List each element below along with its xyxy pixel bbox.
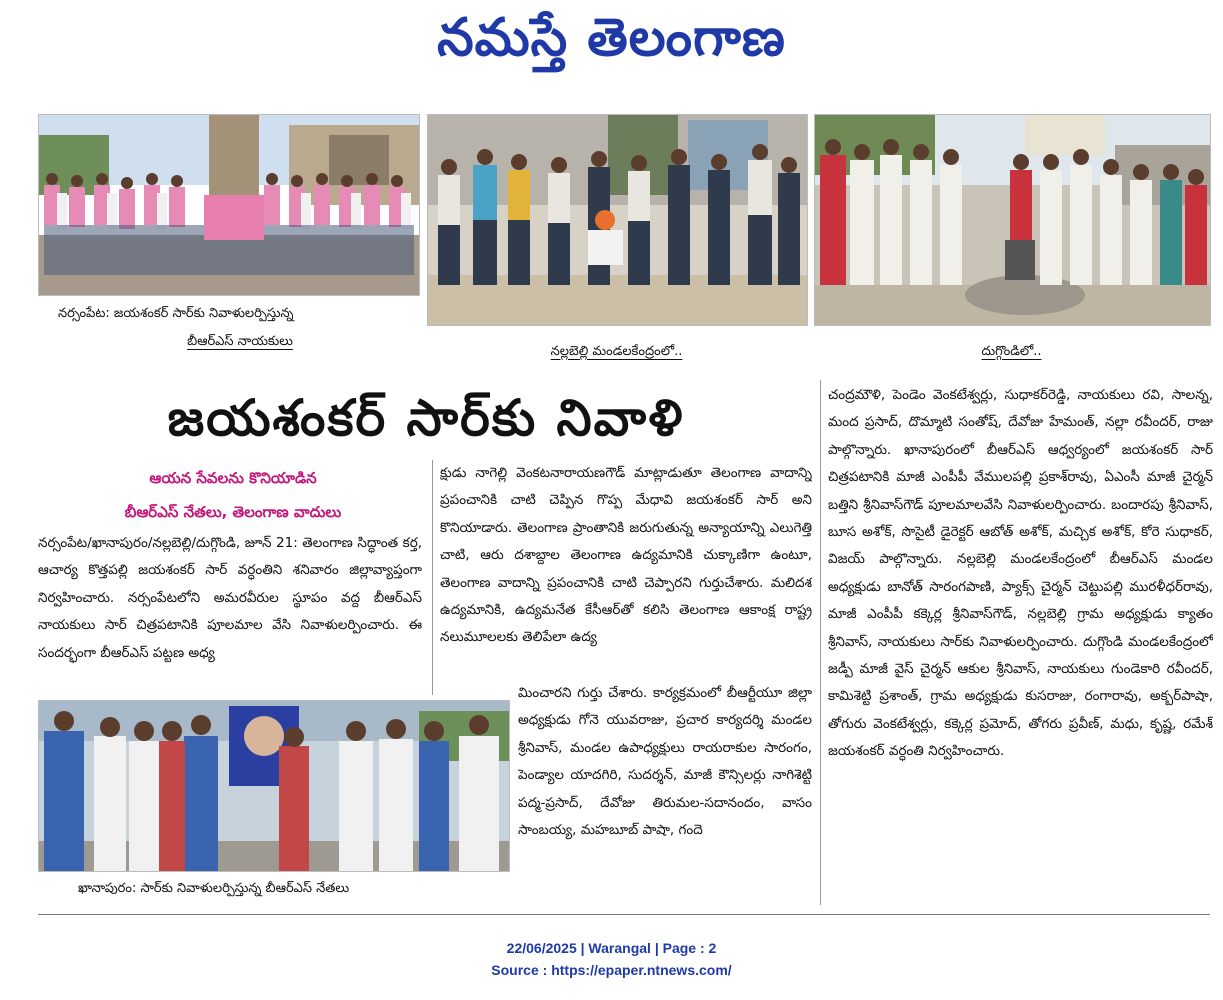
subheadline-line2: బీఆర్ఎస్ నేతలు, తెలంగాణ వాదులు xyxy=(124,503,342,521)
footer-date-edition: 22/06/2025 | Warangal | Page : 2 xyxy=(506,940,717,956)
photo-nallabelli xyxy=(427,114,808,326)
caption-narsampet-line2: బీఆర్ఎస్ నాయకులు xyxy=(187,334,293,349)
article-column-3: చంద్రమౌళి, పెండెం వెంకటేశ్వర్లు, సుధాకర్‌రెడ్డి, నాయకులు రవి, సాలన్న, మంద ప్రసాద్, దొమ్మాటి సంతోష్, దేవోజు హేమంత్, నల్లా రవీందర్, రాజు పాల్గొన్నారు. ఖానాపురంలో బీఆర్ఎస్ ఆధ్వర్యంలో జయశంకర్ సార్ చిత్రపటానికి మాజీ ఎంపీపీ వేములపల్లి ప్రకాశ్‌రావు, ఏఎంసీ మాజీ చైర్మన్ బత్తిని శ్రీనివాస్‌గౌడ్ పూలమాలవేసి నివాళులర్పించారు. బందారపు శ్రీనివాస్, బూస అశోక్, సొసైటీ డైరెక్టర్ ఆబోత్ అశోక్, మచ్చిక అశోక్, కోరె సుధాకర్, విజయ్ పాల్గొన్నారు. నల్లబెల్లి మండలకేంద్రంలో బీఆర్ఎస్ మండల అధ్యక్షుడు బానోత్ సారంగపాణి, ప్యాక్స్ చైర్మన్ చెట్టుపల్లి మురళీధర్‌రావు, మాజీ ఎంపీపీ కక్కెర్ల శ్రీనివాస్‌గౌడ్, నల్లబెల్లి గ్రామ అధ్యక్షుడు క్యాతం శ్రీనివాస్, నాయకులు సార్‌కు నివాళులర్పించారు. దుగ్గొండి మండలకేంద్రంలో జడ్పీ మాజీ వైస్ చైర్మన్ ఆకుల శ్రీనివాస్, నాయకులు గుండెకారి రవీందర్, కామిశెట్టి ప్రశాంత్, గ్రామ అధ్యక్షుడు కుసరాజు, రంగారావు, అక్బర్‌పాషా, తోగురు వెంకటేశ్వర్లు, కక్కెర్ల ప్రమోద్, తోగరు ప్రవీణ్, మధు, కృష్ణ, రమేశ్ జయశంకర్ వర్ధంతి నిర్వహించారు. xyxy=(828,387,1213,760)
footer-source-link[interactable]: Source : https://epaper.ntnews.com/ xyxy=(491,962,732,978)
photo-duggondi xyxy=(814,114,1211,326)
page-bottom-rule xyxy=(38,914,1210,915)
article-column-2-bottom: మించారని గుర్తు చేశారు. కార్యక్రమంలో బీఆర్టీయూ జిల్లా అధ్యక్షుడు గోనె యువరాజు, ప్రచార కార్యదర్శి మండల శ్రీనివాస్, మండల ఉపాధ్యక్షులు రాయరాకుల సారంగం, పెండ్యాల యాదగిరి, సుదర్శన్, మాజీ కౌన్సిలర్లు నాగిశెట్టి పద్మ-ప్రసాద్, దేవోజు తిరుమల-సదానందం, వాసం సాంబయ్య, మహబూబ్ పాషా, గందె xyxy=(518,685,812,839)
caption-khanapuram: ఖానాపురం: సార్‌కు నివాళులర్పిస్తున్న బీఆర్ఎస్ నేతలు xyxy=(78,881,350,896)
caption-duggondi: దుగ్గొండిలో.. xyxy=(981,344,1042,359)
column-divider xyxy=(432,460,433,695)
article-column-1: నర్సంపేట/ఖానాపురం/నల్లబెల్లి/దుగ్గొండి, జూన్ 21: తెలంగాణ సిద్ధాంత కర్త, ఆచార్య కొత్తపల్లి జయశంకర్ సార్ వర్ధంతిని శనివారం జిల్లావ్యాప్తంగా నిర్వహించారు. నర్సంపేటలోని అమరవీరుల స్థూపం వద్ద బీఆర్ఎస్ నాయకులు సార్ చిత్రపటానికి పూలమాల వేసి నివాళులర్పించారు. ఈ సందర్భంగా బీఆర్ఎస్ పట్టణ అధ్య xyxy=(38,535,422,661)
caption-nallabelli: నల్లబెల్లి మండలకేంద్రంలో.. xyxy=(550,344,683,359)
newspaper-masthead: నమస్తే తెలంగాణ xyxy=(437,7,786,68)
photo-khanapuram xyxy=(38,700,510,872)
headline: జయశంకర్ సార్‌కు నివాళి xyxy=(167,389,685,447)
caption-narsampet-line1: నర్సంపేట: జయశంకర్ సార్‌కు నివాళులర్పిస్తున్న xyxy=(58,306,294,321)
photo-narsampet xyxy=(38,114,420,296)
subheadline-line1: ఆయన సేవలను కొనియాడిన xyxy=(149,469,317,487)
article-column-2-top: క్షుడు నాగెల్లి వెంకటనారాయణగౌడ్ మాట్లాడుతూ తెలంగాణ వాదాన్ని ప్రపంచానికి చాటి చెప్పిన గొప్ప మేధావి జయశంకర్ సార్ అని కొనియాడారు. తెలంగాణ ప్రాంతానికి జరుగుతున్న అన్యాయాన్ని ఎలుగెత్తి చాటి, ఆరు దశాబ్దాల తెలంగాణ ఉద్యమానికి చుక్కాణిగా ఉంటూ, తెలంగాణ వాదాన్ని ప్రపంచానికి చాటి చెప్పారని గుర్తుచేశారు. మలిదశ ఉద్యమానికి, ఉద్యమనేత కేసీఆర్‌తో కలిసి తెలంగాణ ఆకాంక్ష రాష్ట్ర నలుమూలలకు తెలిపేలా ఉద్య xyxy=(440,465,812,646)
column-divider xyxy=(820,380,821,905)
